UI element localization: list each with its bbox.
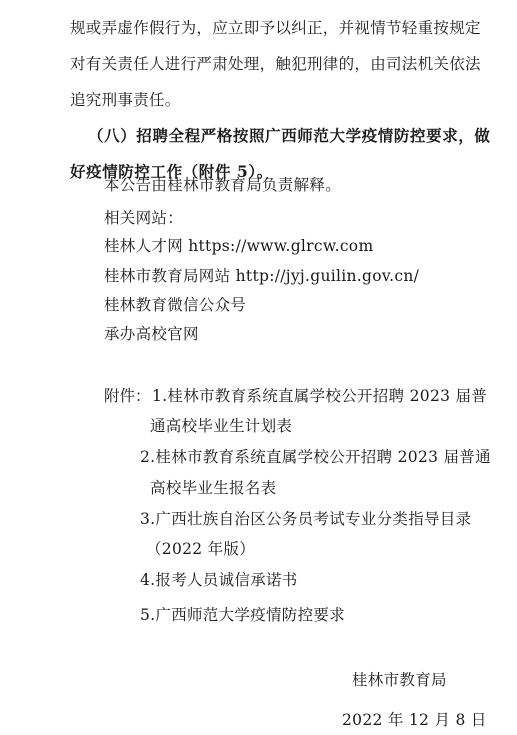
site-glrcw[interactable]: 桂林人才网 https://www.glrcw.com [104,237,374,255]
site-university-official: 承办高校官网 [104,325,199,343]
signature-date: 2022 年 12 月 8 日 [342,711,487,729]
attachment-2-line-2: 高校毕业生报名表 [150,479,277,497]
attachment-5: 5.广西师范大学疫情防控要求 [140,606,345,624]
related-sites-title: 相关网站： [104,209,184,227]
site-jyj-guilin[interactable]: 桂林市教育局网站 http://jyj.guilin.gov.cn/ [104,267,420,285]
attachment-4: 4.报考人员诚信承诺书 [140,571,298,589]
attachment-1-line-2: 通高校毕业生计划表 [150,417,293,435]
attachment-1-line-1: 1.桂林市教育系统直属学校公开招聘 2023 届普 [152,387,488,405]
attachments-label: 附件： [104,387,151,405]
attachment-2-line-1: 2.桂林市教育系统直属学校公开招聘 2023 届普通 [140,448,491,466]
integrity-text-line-2: 对有关责任人进行严肃处理，触犯刑律的，由司法机关依法 [70,55,481,73]
attachment-3-line-1: 3.广西壮族自治区公务员考试专业分类指导目录 [140,510,472,528]
item-eight-line-1: （八）招聘全程严格按照广西师范大学疫情防控要求，做 [88,126,491,145]
integrity-text-line-3: 追究刑事责任。 [70,91,181,109]
item-eight-line-2: 好疫情防控工作（附件 5）。 [70,162,273,181]
signature-organization: 桂林市教育局 [352,671,447,689]
attachment-3-line-2: （2022 年版） [146,540,256,558]
integrity-text-line-1: 规或弄虚作假行为，应立即予以纠正，并视情节轻重按规定 [70,19,481,37]
interpretation-statement: 本公告由桂林市教育局负责解释。 [104,176,342,194]
site-wechat-account: 桂林教育微信公众号 [104,296,247,314]
